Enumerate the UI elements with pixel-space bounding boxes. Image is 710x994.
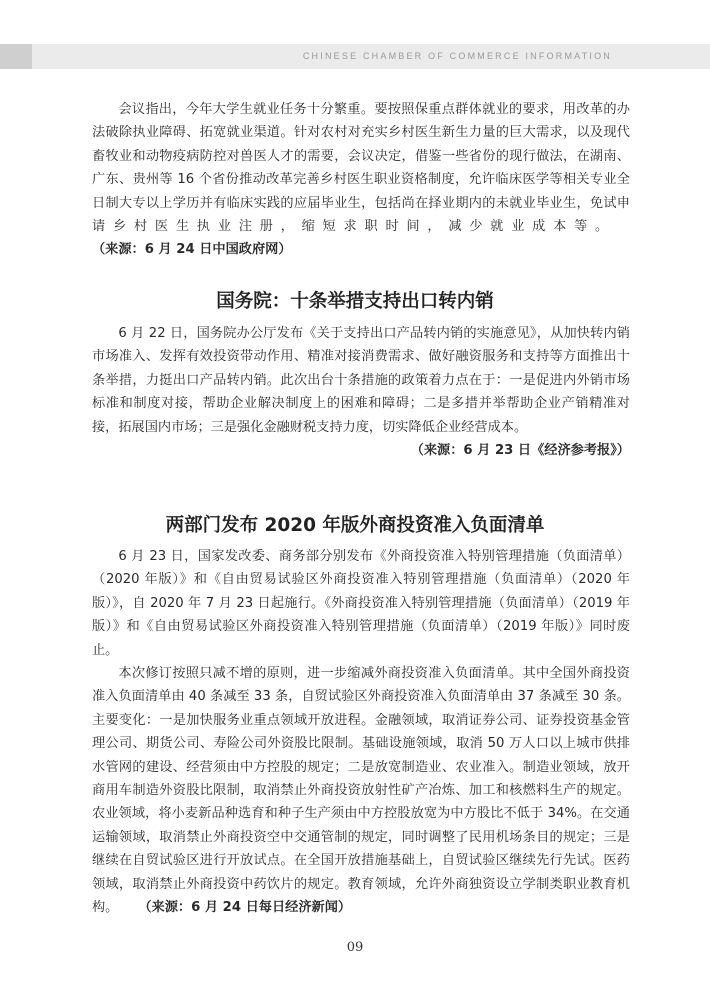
paragraph-text: 会议指出，今年大学生就业任务十分繁重。要按照保重点群体就业的要求，用改革的办法破除执业障碍、拓宽就业渠道。针对农村对充实乡村医生新生力量的巨大需求，以及现代畜牧业和动物疫病防控对兽医人才的需要，会议决定，借鉴一些省份的现行做法，在湖南、广东、贵州等 16 个省份推动改革完善乡村医生职业资格制度，允许临床医学等相关专业全日制大专以上学历并有临床实践的应届毕业生，包括尚在择业期内的未就业毕业生，免试申请乡村医生执业注册，缩短求职时间，减少就业成本等。: [92, 102, 630, 235]
source-citation: （来源：6 月 24 日每日经济新闻）: [138, 900, 352, 916]
article-paragraph: 6 月 22 日，国务院办公厅发布《关于支持出口产品转内销的实施意见》，从加快转内销市场准入、发挥有效投资带动作用、精准对接消费需求、做好融资服务和支持等方面推出十条举措，力挺出口产品转内销。此次出台十条措施的政策着力点在于：一是促进内外销市场标准和制度对接，帮助企业解决制度上的困难和障碍；二是多措并举帮助企业产销精准对接，拓展国内市场；三是强化金融财税支持力度，切实降低企业经营成本。: [92, 326, 630, 435]
paragraph-text: 本次修订按照只减不增的原则，进一步缩减外商投资准入负面清单。其中全国外商投资准入负面清单由 40 条减至 33 条，自贸试验区外商投资准入负面清单由 37 条减至 30 条。主要变化：一是加快服务业重点领域开放进程。金融领域，取消证券公司、证券投资基金管理公司、期货公司、寿险公司外资股比限制。基础设施领域，取消 50 万人口以上城市供排水管网的建设、经营须由中方控股的规定；二是放宽制造业、农业准入。制造业领域，放开商用车制造外资股比限制，取消禁止外商投资放射性矿产冶炼、加工和核燃料生产的规定。农业领域，将小麦新品种选育和种子生产须由中方控股放宽为中方股比不低于 34%。在交通运输领域，取消禁止外商投资空中交通管制的规定，同时调整了民用机场条目的规定；三是继续在自贸试验区进行开放试点。在全国开放措施基础上，自贸试验区继续先行先试。医药领域，取消禁止外商投资中药饮片的规定。教育领域，允许外商独资设立学制类职业教育机构。: [92, 666, 630, 916]
article-paragraph: [92, 98, 630, 262]
article-paragraph: [92, 662, 630, 919]
article-paragraph: 6 月 23 日，国家发改委、商务部分别发布《外商投资准入特别管理措施（负面清单）（2020 年版）》和《自由贸易试验区外商投资准入特别管理措施（负面清单）（2020 年版）》，自 2020 年 7 月 23 日起施行。《外商投资准入特别管理措施（负面清单）（2019 年版）》和《自由贸易试验区外商投资准入特别管理措施（负面清单）（2019 年版）》同时废止。: [92, 549, 630, 658]
negative-list-article: [92, 545, 630, 920]
source-citation: （来源：6 月 24 日中国政府网）: [92, 242, 292, 258]
article-title: 国务院：十条举措支持出口转内销: [216, 291, 494, 312]
export-article: [92, 322, 630, 462]
source-citation: （来源：6 月 23 日《经济参考报》）: [410, 443, 630, 459]
article-title: 两部门发布 2020 年版外商投资准入负面清单: [165, 515, 545, 536]
header-accent-block: [0, 44, 32, 69]
intro-article: [92, 98, 630, 262]
running-header: CHINESE CHAMBER OF COMMERCE INFORMATION: [302, 51, 612, 61]
page-number: 09: [346, 940, 364, 955]
